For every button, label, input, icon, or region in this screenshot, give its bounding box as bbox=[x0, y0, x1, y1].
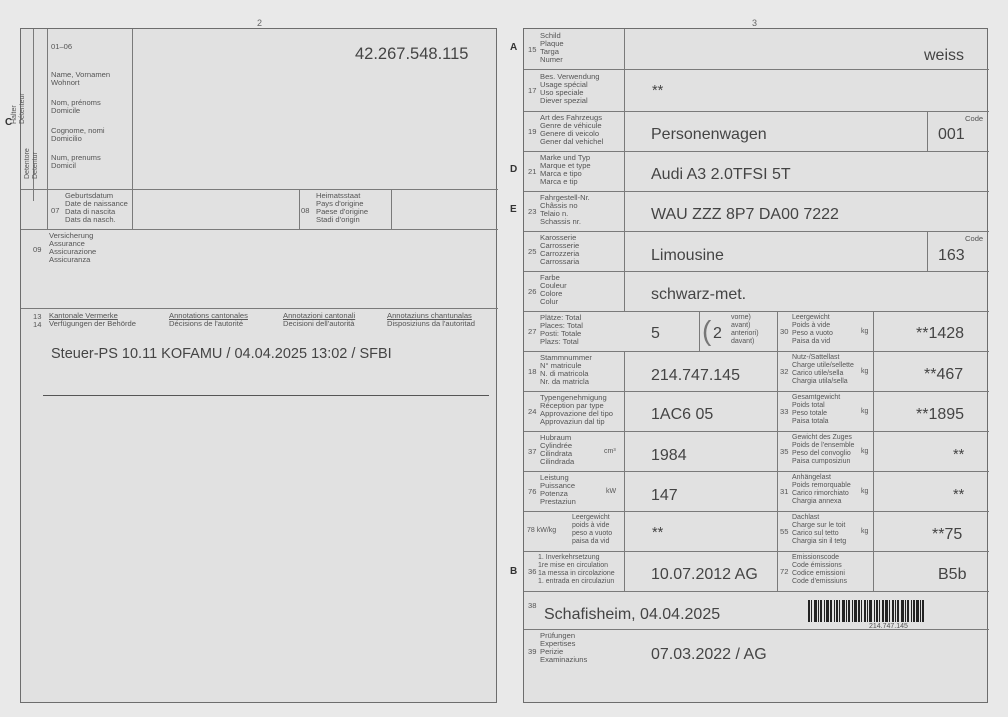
payload-label: Nutz-/Sattellast Charge utile/sellette Carico utile/sella Chargia utila/sella bbox=[792, 354, 854, 385]
annotations-num-13: 13 bbox=[33, 312, 42, 321]
seats-front: 2 bbox=[713, 325, 722, 342]
name-label-it: Cognome, nomi Domicilio bbox=[51, 126, 105, 143]
type-approval-value: 1AC6 05 bbox=[651, 406, 714, 423]
owner-number: 42.267.548.115 bbox=[355, 45, 469, 63]
power-unit: kW bbox=[606, 488, 617, 495]
margin-letter-c: C bbox=[5, 117, 13, 128]
annotations-num-14: 14 bbox=[33, 320, 42, 329]
body-code: 163 bbox=[938, 247, 965, 264]
seats-total: 5 bbox=[651, 325, 660, 342]
first-registration-value: 10.07.2012 AG bbox=[651, 566, 758, 583]
tax-annotation: Steuer-PS 10.11 KOFAMU / 04.04.2025 13:02 / SFBI bbox=[51, 346, 392, 362]
special-use-num: 17 bbox=[528, 86, 537, 95]
owner-field-number: 01–06 bbox=[51, 42, 73, 51]
inspections-num: 39 bbox=[528, 647, 537, 656]
matricule-label: Stammnummer N° matricule N. di matricola Nr. da matricla bbox=[540, 353, 592, 386]
vehicle-type-code-label: Code bbox=[965, 114, 984, 123]
color-value: schwarz-met. bbox=[651, 286, 747, 303]
name-label-de: Name, Vornamen Wohnort bbox=[51, 70, 111, 87]
annotations-fr-a: Annotations cantonales bbox=[169, 311, 248, 320]
inspections-value: 07.03.2022 / AG bbox=[651, 646, 767, 663]
trailer-load-unit: kg bbox=[861, 488, 869, 495]
plate-num: 15 bbox=[528, 45, 537, 54]
annotations-de-a: Kantonale Vermerke bbox=[49, 311, 118, 320]
total-weight-unit: kg bbox=[861, 408, 869, 415]
vehicle-type-code: 001 bbox=[938, 126, 965, 143]
special-use-value: ** bbox=[652, 83, 664, 99]
plate-label: Schild Plaque Targa Numer bbox=[540, 31, 564, 64]
power-weight-value: ** bbox=[652, 525, 664, 541]
matricule-value: 214.747.145 bbox=[651, 367, 740, 384]
vehicle-type-num: 19 bbox=[528, 127, 537, 136]
left-page bbox=[11, 28, 497, 703]
origin-label: Heimatsstaat Pays d'origine Paese d'origine Stadi d'origin bbox=[316, 191, 369, 224]
first-registration-num: 36 bbox=[528, 567, 537, 576]
power-weight-label: Leergewicht poids à vide peso a vuoto paisa da vid bbox=[572, 514, 613, 545]
name-label-fr: Nom, prénoms Domicile bbox=[51, 98, 101, 115]
chassis-value: WAU ZZZ 8P7 DA00 7222 bbox=[651, 206, 839, 223]
roof-load-value: **75 bbox=[932, 526, 963, 543]
make-type-label: Marke und Typ Marque et type Marca e tipo Marca e tip bbox=[540, 153, 591, 186]
matricule-num: 18 bbox=[528, 367, 537, 376]
type-approval-num: 24 bbox=[528, 407, 537, 416]
annotations-it-a: Annotazioni cantonali bbox=[283, 311, 356, 320]
empty-weight-value: **1428 bbox=[916, 325, 965, 342]
place-date-num: 38 bbox=[528, 601, 537, 610]
total-weight-value: **1895 bbox=[916, 406, 965, 423]
margin-letter-a: A bbox=[510, 42, 518, 53]
roof-load-unit: kg bbox=[861, 528, 869, 535]
power-value: 147 bbox=[651, 487, 678, 504]
page-number-left: 2 bbox=[257, 18, 263, 28]
total-weight-label: Gesamtgewicht Poids total Peso totale Paisa totala bbox=[792, 394, 841, 425]
annotations-fr-b: Décisions de l'autorité bbox=[169, 319, 244, 328]
displacement-label: Hubraum Cylindrée Cilindrata Cilindrada bbox=[540, 433, 575, 466]
train-weight-num: 35 bbox=[780, 447, 789, 456]
train-weight-value: ** bbox=[953, 447, 965, 463]
power-num: 76 bbox=[528, 487, 537, 496]
displacement-num: 37 bbox=[528, 447, 537, 456]
margin-letter-b: B bbox=[510, 566, 518, 577]
trailer-load-label: Anhängelast Poids remorquable Carico rimorchiato Chargia annexa bbox=[792, 474, 851, 505]
annotations-it-b: Decisioni dell'autorità bbox=[283, 319, 355, 328]
special-use-label: Bes. Verwendung Usage spécial Uso speciale Diever spezial bbox=[540, 72, 600, 105]
margin-letter-d: D bbox=[510, 164, 518, 175]
body-num: 25 bbox=[528, 247, 537, 256]
train-weight-unit: kg bbox=[861, 448, 869, 455]
empty-weight-unit: kg bbox=[861, 328, 869, 335]
holder-vertical-label-it: Detentore Detentur bbox=[24, 148, 39, 179]
holder-vertical-label: Halter Détenteur bbox=[11, 93, 26, 124]
trailer-load-value: ** bbox=[953, 487, 965, 503]
payload-unit: kg bbox=[861, 368, 869, 375]
insurance-num: 09 bbox=[33, 245, 42, 254]
empty-weight-label: Leergewicht Poids à vide Peso a vuoto Paisa da vid bbox=[792, 314, 833, 345]
barcode-number: 214.747.145 bbox=[869, 623, 908, 630]
body-value: Limousine bbox=[651, 247, 724, 264]
annotations-rm-b: Disposiziuns da l'autoritad bbox=[387, 319, 475, 328]
vehicle-type-label: Art des Fahrzeugs Genre de véhicule Genere di veicolo Gener dal vehichel bbox=[540, 113, 604, 146]
displacement-unit: cm³ bbox=[604, 448, 616, 455]
seats-label: Plätze: Total Places: Total Posti: Totale Plazs: Total bbox=[540, 313, 583, 346]
power-weight-num: 78 kW/kg bbox=[527, 527, 557, 534]
trailer-load-num: 31 bbox=[780, 487, 789, 496]
chassis-label: Fahrgestell-Nr. Châssis no Telaio n. Schassis nr. bbox=[540, 193, 590, 226]
vehicle-type-value: Personenwagen bbox=[651, 126, 767, 143]
train-weight-label: Gewicht des Zuges Poids de l'ensemble Peso del convoglio Paisa cumposiziun bbox=[792, 434, 855, 465]
color-label: Farbe Couleur Colore Colur bbox=[540, 273, 567, 306]
power-label: Leistung Puissance Potenza Prestaziun bbox=[540, 473, 576, 506]
name-label-rm: Num, prenums Domicil bbox=[51, 153, 101, 170]
total-weight-num: 33 bbox=[780, 407, 789, 416]
payload-value: **467 bbox=[924, 366, 964, 383]
emission-code-value: B5b bbox=[938, 566, 967, 583]
type-approval-label: Typengenehmigung Réception par type Approvazione del tipo Approvaziun dal tip bbox=[540, 393, 614, 426]
displacement-value: 1984 bbox=[651, 447, 687, 464]
right-page: 15 Schild Plaque Targa Numer weiss 17 Bes. Verwendung Usage spécial Uso speciale Diever spezial ** 19 Art des Fahrzeugs Genre de véhicule Genere di veicolo Gener dal vehichel Personenwagen Code 001 21 Marke und Typ Marque et type Marca e tipo Marca e tip Audi A3 2.0TFSI 5T 23 Fahrgestell-Nr. Châssis no Telaio n. Schassis nr. WAU ZZZ 8P7 DA00 7222 25 Karosserie Carrosserie Carrozzeria Carrossaria Limousine Code 163 26 Farbe Couleur Colore Colur schwarz-met. 27 Plätze: Total Places: Total Posti: Totale Plazs: Total 5 ( 2 vorne) avant) anteriori) davant) 18 Stammnummer N° matricule N. di matricola Nr. da matricla 214.747.145 24 Typengenehmigung Réception par type Approvazione del tipo Approvaziun dal tip 1AC6 05 37 Hubraum Cylindrée Cilindrata Cilindrada cm³ 1984 76 Leistung Puissance Potenza Prestaziun kW 147 78 kW/kg Leergewicht poids à vide peso a vuoto paisa da vid ** 36 1. Inverkehrsetzung 1re mise en circulation 1a messa in circolazione 1. entrada en circulaziun 10.07.2012 AG 30 Leergewicht Poids à vide Peso a vuoto Paisa da vid kg **1428 32 Nutz-/Sattellast Charge utile/sellette Carico utile/sella Chargia utila/sella kg **467 33 Gesamtgewicht Poids total Peso totale Paisa totala kg **1895 35 Gewicht des Zuges Poids de l'ensemble Peso del convoglio Paisa cumposiziun kg ** 31 Anhängelast Poids remorquable Carico rimorchiato Chargia annexa kg ** 55 Dachlast Charge sur le toit Carico sul tetto Chargia sin il tetg kg **75 72 Emissionscode Code émissions Codice emissioni Code d'emissiuns B5b 38 Schafisheim, 04.04.2025 214.747.145 39 Prüfungen Expertises Perizie Examinaziuns 07.03.2022 / AG bbox=[523, 28, 988, 703]
margin-letter-e: E bbox=[510, 204, 517, 215]
annotations-rm-a: Annotaziuns chantunalas bbox=[387, 311, 472, 320]
body-label: Karosserie Carrosserie Carrozzeria Carrossaria bbox=[540, 233, 580, 266]
roof-load-num: 55 bbox=[780, 527, 789, 536]
emission-code-num: 72 bbox=[780, 567, 789, 576]
first-registration-label: 1. Inverkehrsetzung 1re mise en circulation 1a messa in circolazione 1. entrada en circulaziun bbox=[538, 554, 615, 585]
payload-num: 32 bbox=[780, 367, 789, 376]
color-num: 26 bbox=[528, 287, 537, 296]
plate-value: weiss bbox=[924, 47, 965, 64]
roof-load-label: Dachlast Charge sur le toit Carico sul tetto Chargia sin il tetg bbox=[792, 514, 847, 545]
page-number-right: 3 bbox=[752, 18, 758, 28]
make-type-value: Audi A3 2.0TFSI 5T bbox=[651, 166, 791, 183]
body-code-label: Code bbox=[965, 234, 984, 243]
chassis-num: 23 bbox=[528, 207, 537, 216]
birthdate-label: Geburtsdatum Date de naissance Data di nascita Dats da nasch. bbox=[65, 191, 128, 224]
origin-num: 08 bbox=[301, 206, 310, 215]
barcode bbox=[808, 600, 974, 622]
inspections-label: Prüfungen Expertises Perizie Examinaziuns bbox=[540, 631, 588, 664]
place-date-value: Schafisheim, 04.04.2025 bbox=[544, 606, 721, 623]
seats-num: 27 bbox=[528, 327, 537, 336]
empty-weight-num: 30 bbox=[780, 327, 789, 336]
emission-code-label: Emissionscode Code émissions Codice emissioni Code d'emissiuns bbox=[792, 554, 848, 585]
make-type-num: 21 bbox=[528, 167, 537, 176]
seats-front-label: vorne) avant) anteriori) davant) bbox=[731, 314, 759, 345]
insurance-label: Versicherung Assurance Assicurazione Assicuranza bbox=[49, 231, 97, 264]
annotations-de-b: Verfügungen der Behörde bbox=[49, 319, 136, 328]
birthdate-num: 07 bbox=[51, 206, 60, 215]
